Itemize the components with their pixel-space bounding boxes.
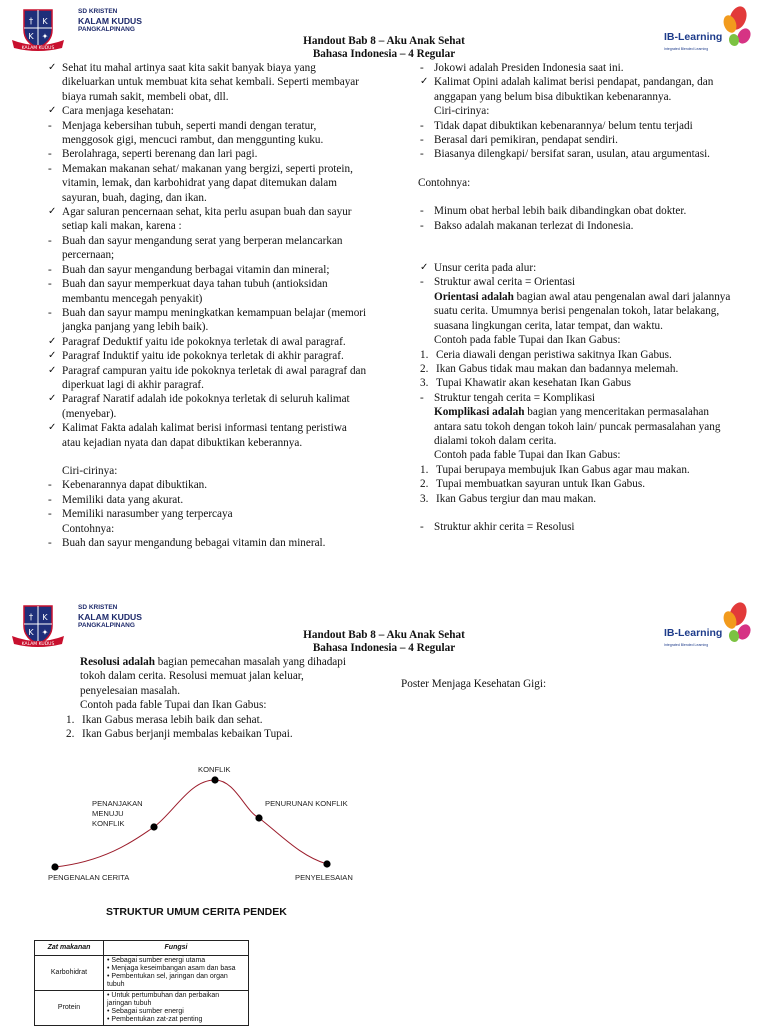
page-subtitle: Bahasa Indonesia – 4 Regular — [312, 642, 456, 654]
item-text: Struktur tengah cerita = Komplikasi — [434, 391, 596, 404]
check-item — [46, 392, 368, 421]
poster-label: Poster Menjaga Kesehatan Gigi: — [401, 678, 547, 690]
dash-item — [46, 119, 368, 148]
label-penyelesaian: PENYELESAIAN — [295, 873, 353, 882]
numbered-item — [418, 376, 736, 390]
dash-item — [46, 162, 368, 205]
text-line — [418, 290, 736, 333]
item-text: Ikan Gabus merasa lebih baik dan sehat. — [82, 713, 263, 726]
item-text: Ceria diawali dengan peristiwa sakitnya Ikan Gabus. — [436, 348, 672, 361]
item-text: Tupai berupaya membujuk Ikan Gabus agar mau makan. — [436, 463, 690, 476]
item-text: Memakan makanan sehat/ makanan yang bergizi, seperti protein, vitamin, lemak, dan karbohidrat yang dapat ditemukan dalam sayuran, buah, daging, dan ikan. — [62, 162, 353, 204]
item-text: Memiliki data yang akurat. — [62, 493, 184, 506]
item-text: Kebenarannya dapat dibuktikan. — [62, 479, 208, 492]
dash-item — [418, 147, 736, 161]
check-item — [46, 104, 368, 118]
item-text: bagian yang menceritakan permasalahan antara satu tokoh dengan tokoh lain/ puncak permasalahan yang dialami tokoh dalam cerita. — [434, 406, 721, 447]
item-text: Contohnya: — [62, 522, 115, 535]
shield-band-text: KALAM KUDUS — [21, 642, 55, 647]
item-text: Paragraf campuran yaitu ide pokoknya terletak di awal paragraf dan diperkuat lagi di akhir paragraf. — [62, 364, 367, 391]
spacer — [418, 190, 736, 204]
item-text: bagian pemecahan masalah yang dihadapi tokoh dalam cerita. Resolusi memuat jalan keluar, penyelesaian masalah. — [80, 656, 346, 697]
item-text: Ciri-cirinya: — [434, 105, 490, 118]
item-text: Contohnya: — [418, 176, 471, 189]
item-text: Minum obat herbal lebih baik dibandingkan obat dokter. — [434, 205, 687, 218]
numbered-item — [418, 477, 736, 491]
item-text: Paragraf Induktif yaitu ide pokoknya terletak di akhir paragraf. — [62, 350, 344, 363]
school-line-2: KALAM KUDUS — [78, 612, 142, 622]
label-penanjakan-1: PENANJAKAN — [92, 799, 143, 808]
brand-tagline: Integrated Blended Learning — [664, 47, 709, 51]
item-text: Jokowi adalah Presiden Indonesia saat ini. — [434, 62, 624, 74]
text-line — [418, 333, 736, 347]
term-bold: Orientasi adalah — [434, 290, 514, 303]
item-text: Contoh pada fable Tupai dan Ikan Gabus: — [80, 699, 267, 712]
item-text: Berasal dari pemikiran, pendapat sendiri. — [434, 134, 618, 147]
numbered-item — [64, 713, 364, 727]
item-number: 1. — [66, 713, 75, 726]
fungsi-line: • Sebagai sumber energi utama — [107, 957, 206, 964]
fungsi-line: • Pembentukan sel, jaringan dan organ tubuh — [107, 973, 228, 988]
item-text: bagian awal atau pengenalan awal dari jalannya suatu cerita. Umumnya berisi pengenalan tokoh, latar belakang, suasana lingkungan cerita, latar tempat, dan waktu. — [434, 290, 731, 332]
numbered-item — [418, 492, 736, 506]
table-row — [35, 991, 249, 1026]
numbered-item — [418, 362, 736, 376]
item-text: Menjaga kebersihan tubuh, seperti mandi dengan teratur, menggosok gigi, mencuci rambut, dan menggunting kuku. — [62, 119, 324, 147]
check-item — [46, 364, 368, 393]
spacer — [46, 450, 368, 464]
item-text: Buah dan sayur memperkuat daya tahan tubuh (antioksidan membantu mencegah penyakit) — [62, 278, 328, 305]
point-penanjakan — [150, 823, 157, 830]
item-number: 1. — [420, 348, 429, 361]
item-text: Ikan Gabus tergiur dan mau makan. — [436, 492, 597, 505]
text-line — [64, 698, 364, 712]
dash-item — [418, 275, 736, 289]
label-penurunan: PENURUNAN KONFLIK — [265, 799, 348, 808]
fungsi-line: • Menjaga keseimbangan asam dan basa — [107, 965, 236, 972]
item-text: Biasanya dilengkapi/ bersifat saran, usulan, atau argumentasi. — [434, 148, 710, 161]
fungsi-line: • Pembentukan zat-zat penting — [107, 1016, 203, 1023]
text-line — [418, 176, 736, 190]
item-text: Buah dan sayur mampu meningkatkan kemampuan belajar (memori jangka panjang yang lebih baik). — [62, 306, 367, 334]
school-line-3: PANGKALPINANG — [78, 622, 135, 629]
spacer — [418, 162, 736, 176]
check-item — [418, 75, 736, 104]
svg-text:†: † — [28, 613, 34, 623]
text-line — [418, 104, 736, 118]
zat-cell: Protein — [35, 991, 104, 1026]
check-item — [46, 421, 368, 450]
item-text: Tupai Khawatir akan kesehatan Ikan Gabus — [436, 377, 631, 390]
dash-item — [418, 133, 736, 147]
item-text: Buah dan sayur mengandung bebagai vitamin dan mineral. — [62, 537, 326, 549]
numbered-item — [418, 348, 736, 362]
check-item — [418, 261, 736, 275]
dash-item — [46, 493, 368, 507]
page-2-left-column — [64, 655, 364, 741]
item-text: Sehat itu mahal artinya saat kita sakit banyak biaya yang dikeluarkan untuk membuat kita sehat kembali. Seperti membayar biaya rumah sakit, membeli obat, dll. — [62, 62, 359, 103]
school-line-2: KALAM KUDUS — [78, 16, 142, 26]
item-text: Memiliki narasumber yang terpercaya — [62, 508, 233, 521]
label-konflik: KONFLIK — [198, 765, 231, 774]
table-header-zat: Zat makanan — [35, 941, 104, 956]
text-line — [46, 522, 368, 536]
item-text: Ikan Gabus berjanji membalas kebaikan Tupai. — [82, 728, 293, 741]
item-text: Buah dan sayur mengandung berbagai vitamin dan mineral; — [62, 263, 330, 276]
svg-text:✦: ✦ — [41, 32, 49, 41]
label-pengenalan: PENGENALAN CERITA — [48, 873, 130, 882]
spacer — [418, 233, 736, 247]
dash-item — [46, 306, 368, 335]
dash-item — [418, 119, 736, 133]
page-header — [0, 35, 768, 61]
dash-item — [46, 478, 368, 492]
item-number: 2. — [420, 362, 429, 375]
point-penyelesaian — [323, 860, 330, 867]
item-text: Bakso adalah makanan terlezat di Indonesia. — [434, 219, 634, 232]
item-text: Berolahraga, seperti berenang dan lari pagi. — [62, 148, 258, 161]
item-text: Paragraf Naratif adalah ide pokoknya terletak di seluruh kalimat (menyebar). — [62, 393, 350, 420]
svg-text:✦: ✦ — [41, 628, 49, 637]
fungsi-line: • Sebagai sumber energi — [107, 1008, 184, 1015]
svg-text:K: K — [42, 613, 48, 622]
item-number: 2. — [66, 728, 75, 741]
spacer — [418, 247, 736, 261]
dash-item — [418, 204, 736, 218]
numbered-item — [418, 463, 736, 477]
dash-item — [418, 219, 736, 233]
dash-item — [46, 277, 368, 306]
check-item — [46, 61, 368, 104]
fungsi-cell — [104, 991, 249, 1026]
point-pengenalan — [51, 863, 58, 870]
shield-band-text: KALAM KUDUS — [21, 46, 55, 51]
check-item — [46, 349, 368, 363]
page-title: Handout Bab 8 – Aku Anak Sehat — [303, 35, 465, 47]
numbered-item — [64, 727, 364, 741]
dash-item — [418, 61, 736, 75]
table-header-fungsi: Fungsi — [104, 941, 249, 956]
dash-item — [46, 536, 368, 550]
term-bold: Komplikasi adalah — [434, 406, 525, 419]
svg-text:†: † — [28, 17, 34, 27]
brand-tagline: Integrated Blended Learning — [664, 643, 709, 647]
item-text: Paragraf Deduktif yaitu ide pokoknya terletak di awal paragraf. — [62, 335, 346, 348]
dash-item — [46, 263, 368, 277]
item-text: Kalimat Opini adalah kalimat berisi pendapat, pandangan, dan anggapan yang belum bisa dibuktikan kebenarannya. — [434, 76, 714, 103]
item-text: Kalimat Fakta adalah kalimat berisi informasi tentang peristiwa atau kejadian nyata dan dapat dibuktikan keberannya. — [62, 422, 347, 449]
item-text: Agar saluran pencernaan sehat, kita perlu asupan buah dan sayur setiap kali makan, karena : — [62, 206, 352, 233]
point-penurunan — [255, 814, 262, 821]
page-title: Handout Bab 8 – Aku Anak Sehat — [303, 629, 465, 641]
svg-text:K: K — [28, 628, 34, 637]
item-text: Unsur cerita pada alur: — [434, 262, 537, 275]
dash-item — [46, 234, 368, 263]
brand-name: IB-Learning — [664, 31, 723, 43]
item-text: Tidak dapat dibuktikan kebenarannya/ belum tentu terjadi — [434, 119, 693, 132]
point-konflik — [211, 776, 218, 783]
check-item — [46, 205, 368, 234]
brand-name: IB-Learning — [664, 627, 723, 639]
page-subtitle: Bahasa Indonesia – 4 Regular — [312, 48, 456, 60]
label-penanjakan-2: MENUJU — [92, 809, 124, 818]
text-line — [64, 655, 364, 698]
item-text: Struktur akhir cerita = Resolusi — [434, 520, 575, 533]
item-number: 3. — [420, 492, 429, 505]
item-number: 2. — [420, 478, 429, 491]
svg-text:K: K — [28, 32, 34, 41]
item-number: 3. — [420, 377, 429, 390]
item-text: Ikan Gabus tidak mau makan dan badannya melemah. — [436, 362, 679, 375]
term-bold: Resolusi adalah — [80, 656, 155, 668]
text-line — [46, 464, 368, 478]
label-penanjakan-3: KONFLIK — [92, 819, 125, 828]
page-1-left-column — [46, 61, 368, 550]
diagram-title: STRUKTUR UMUM CERITA PENDEK — [106, 906, 287, 918]
svg-text:K: K — [42, 17, 48, 26]
item-text: Contoh pada fable Tupai dan Ikan Gabus: — [434, 449, 621, 462]
zat-cell: Karbohidrat — [35, 956, 104, 991]
text-line — [418, 405, 736, 448]
item-number: 1. — [420, 463, 429, 476]
school-line-3: PANGKALPINANG — [78, 26, 135, 33]
item-text: Struktur awal cerita = Orientasi — [434, 276, 576, 289]
dash-item — [418, 520, 736, 534]
nutrition-table — [34, 940, 249, 1026]
text-line — [418, 448, 736, 462]
item-text: Tupai membuatkan sayuran untuk Ikan Gabus. — [436, 478, 646, 491]
school-line-1: SD KRISTEN — [78, 8, 118, 15]
fungsi-cell — [104, 956, 249, 991]
fungsi-line: • Untuk pertumbuhan dan perbaikan jaringan tubuh — [107, 992, 220, 1007]
page-1-right-column — [418, 61, 736, 534]
page-header — [0, 629, 768, 655]
item-text: Buah dan sayur mengandung serat yang berperan melancarkan percernaan; — [62, 234, 343, 262]
spacer — [418, 506, 736, 520]
table-row — [35, 956, 249, 991]
item-text: Cara menjaga kesehatan: — [62, 105, 174, 118]
item-text: Ciri-cirinya: — [62, 464, 118, 477]
story-structure-diagram — [0, 756, 768, 936]
dash-item — [418, 391, 736, 405]
check-item — [46, 335, 368, 349]
item-text: Contoh pada fable Tupai dan Ikan Gabus: — [434, 334, 621, 347]
dash-item — [46, 507, 368, 521]
school-line-1: SD KRISTEN — [78, 604, 118, 611]
dash-item — [46, 147, 368, 161]
